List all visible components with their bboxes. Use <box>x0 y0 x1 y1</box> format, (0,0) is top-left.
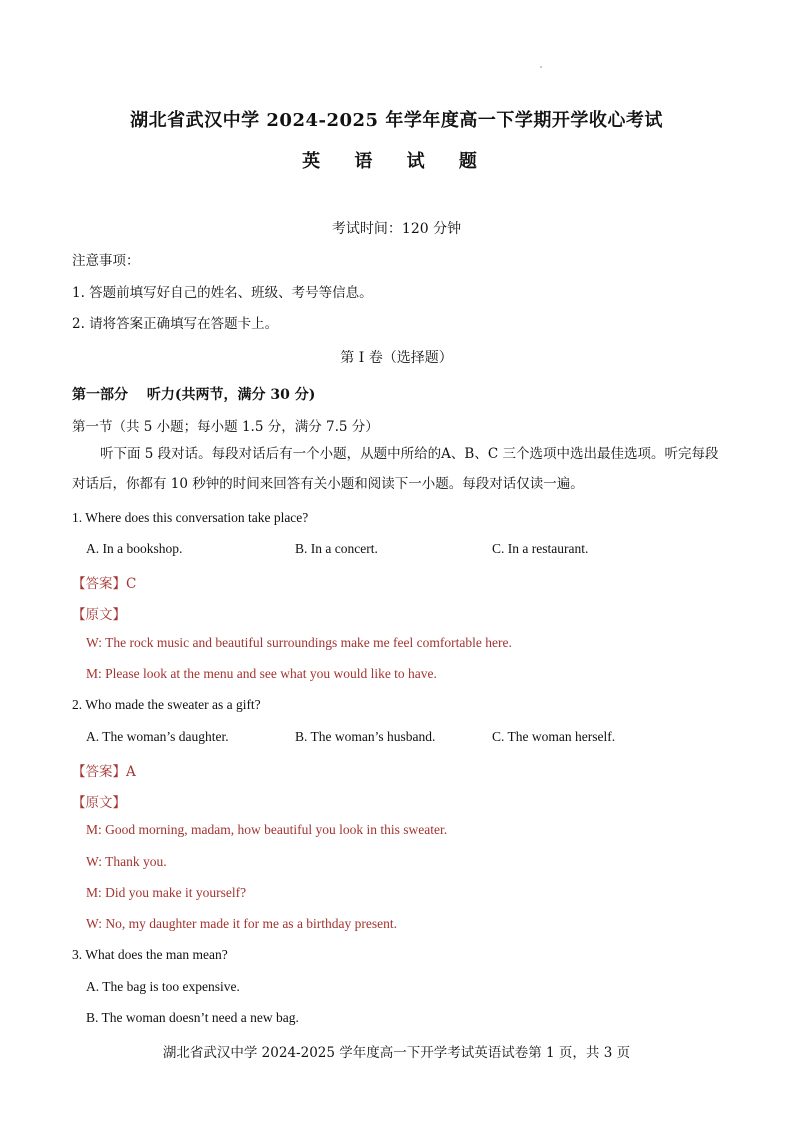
transcript-line: W: The rock music and beautiful surroundings make me feel comfortable here. <box>86 635 512 650</box>
exam-subtitle: 英 语 试 题 <box>302 151 491 172</box>
transcript-line: M: Please look at the menu and see what you would like to have. <box>86 666 437 681</box>
option-a: A. In a bookshop. <box>86 541 183 556</box>
part-title: 第一部分 听力(共两节，满分 30 分) <box>72 387 316 403</box>
volume-title: 第 I 卷（选择题） <box>340 350 453 366</box>
question-stem: 2. Who made the sweater as a gift? <box>72 697 261 712</box>
answer-label: 【答案】A <box>72 764 136 780</box>
scan-dot <box>540 66 542 68</box>
question-stem: 3. What does the man mean? <box>72 947 228 962</box>
section-title: 第一节（共 5 小题；每小题 1.5 分，满分 7.5 分） <box>72 419 379 435</box>
answer-label: 【答案】C <box>72 576 137 592</box>
transcript-label: 【原文】 <box>72 795 126 811</box>
notice-heading: 注意事项： <box>72 253 140 269</box>
option-a: A. The bag is too expensive. <box>86 979 240 994</box>
transcript-label: 【原文】 <box>72 607 126 623</box>
option-c: C. In a restaurant. <box>492 541 589 556</box>
transcript-line: M: Good morning, madam, how beautiful you look in this sweater. <box>86 822 448 837</box>
question-stem: 1. Where does this conversation take place? <box>72 510 309 525</box>
option-a: A. The woman’s daughter. <box>86 729 229 744</box>
exam-time: 考试时间：120 分钟 <box>331 221 462 237</box>
listening-instructions: 听下面 5 段对话。每段对话后有一个小题，从题中所给的A、B、C 三个选项中选出最佳选项。听完每段对话后，你都有 10 秒钟的时间来回答有关小题和阅读下一小题。每段对话仅读一遍。 <box>72 446 719 492</box>
notice-item: 2. 请将答案正确填写在答题卡上。 <box>72 316 279 332</box>
transcript-line: W: Thank you. <box>86 854 167 869</box>
transcript-line: M: Did you make it yourself? <box>86 885 247 900</box>
notice-item: 1. 答题前填写好自己的姓名、班级、考号等信息。 <box>72 285 373 301</box>
transcript-line: W: No, my daughter made it for me as a birthday present. <box>86 916 398 931</box>
option-b: B. In a concert. <box>295 541 378 556</box>
page-footer: 湖北省武汉中学 2024-2025 学年度高一下开学考试英语试卷第 1 页，共 3 页 <box>162 1045 631 1061</box>
option-b: B. The woman doesn’t need a new bag. <box>86 1010 299 1025</box>
exam-title: 湖北省武汉中学 2024-2025 年学年度高一下学期开学收心考试 <box>130 110 663 131</box>
option-c: C. The woman herself. <box>492 729 616 744</box>
option-b: B. The woman’s husband. <box>295 729 436 744</box>
